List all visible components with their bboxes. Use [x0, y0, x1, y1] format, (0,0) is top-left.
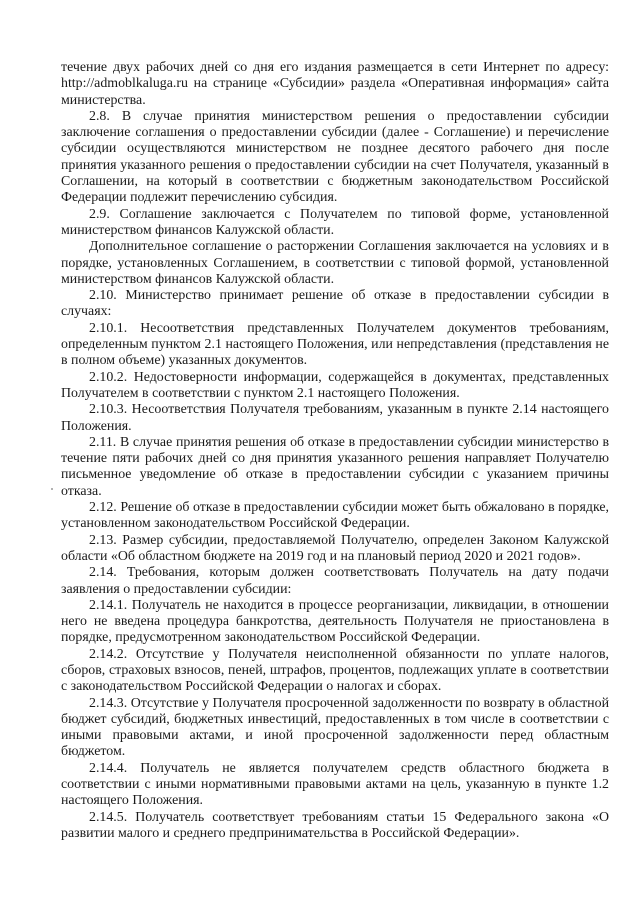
paragraph-2-14-2: 2.14.2. Отсутствие у Получателя неисполненной обязанности по уплате налогов, сборов, страховых взносов, пеней, штрафов, процентов, подлежащих уплате в соответствии с законодательством Российской Федерации о налогах и сборах. — [61, 646, 609, 695]
paragraph-2-10: 2.10. Министерство принимает решение об отказе в предоставлении субсидии в случаях: — [61, 288, 609, 320]
paragraph-2-8: 2.8. В случае принятия министерством решения о предоставлении субсидии заключение соглашения о предоставлении субсидии (далее - Соглашение) и перечисление субсидии осуществляются министерством не позднее десятого рабочего дня после принятия указанного решения о предоставлении субсидии на счет Получателя, указанный в Соглашении, на который в соответствии с бюджетным законодательством Российской Федерации подлежит перечислению субсидия. — [61, 108, 609, 206]
paragraph-2-14-4: 2.14.4. Получатель не является получателем средств областного бюджета в соответствии с иными нормативными правовыми актами на цель, указанную в пункте 1.2 настоящего Положения. — [61, 760, 609, 809]
paragraph-2-11: 2.11. В случае принятия решения об отказе в предоставлении субсидии министерство в течение пяти рабочих дней со дня принятия указанного решения направляет Получателю письменное уведомление об отказе в предоставлении субсидии с указанием причины отказа. — [61, 434, 609, 499]
paragraph-2-14: 2.14. Требования, которым должен соответствовать Получатель на дату подачи заявления о предоставлении субсидии: — [61, 565, 609, 597]
paragraph-2-12: 2.12. Решение об отказе в предоставлении субсидии может быть обжаловано в порядке, установленном законодательством Российской Федерации. — [61, 500, 609, 532]
paragraph-2-14-1: 2.14.1. Получатель не находится в процессе реорганизации, ликвидации, в отношении него не введена процедура банкротства, деятельность Получателя не приостановлена в порядке, предусмотренном законодательством Российской Федерации. — [61, 597, 609, 646]
paragraph-continuation: течение двух рабочих дней со дня его издания размещается в сети Интернет по адресу: http://admoblkaluga.ru на странице «Субсидии» раздела «Оперативная информация» сайта министерства. — [61, 60, 609, 108]
scan-speck — [51, 488, 53, 490]
paragraph-2-10-2: 2.10.2. Недостоверности информации, содержащейся в документах, представленных Получателем в соответствии с пунктом 2.1 настоящего Положения. — [61, 369, 609, 401]
paragraph-2-13: 2.13. Размер субсидии, предоставляемой Получателю, определен Законом Калужской области «Об областном бюджете на 2019 год и на плановый период 2020 и 2021 годов». — [61, 532, 609, 564]
paragraph-2-10-1: 2.10.1. Несоответствия представленных Получателем документов требованиям, определенным пунктом 2.1 настоящего Положения, или непредставления (представления не в полном объеме) указанных документов. — [61, 320, 609, 369]
document-body — [61, 60, 609, 842]
paragraph-2-10-3: 2.10.3. Несоответствия Получателя требованиям, указанным в пункте 2.14 настоящего Положения. — [61, 402, 609, 434]
paragraph-additional-agreement: Дополнительное соглашение о расторжении Соглашения заключается на условиях и в порядке, установленных Соглашением, в соответствии с типовой формой, установленной министерством финансов Калужской области. — [61, 239, 609, 287]
paragraph-2-9: 2.9. Соглашение заключается с Получателем по типовой форме, установленной министерством финансов Калужской области. — [61, 206, 609, 238]
paragraph-2-14-5: 2.14.5. Получатель соответствует требованиям статьи 15 Федерального закона «О развитии малого и среднего предпринимательства в Российской Федерации». — [61, 809, 609, 841]
paragraph-2-14-3: 2.14.3. Отсутствие у Получателя просроченной задолженности по возврату в областной бюджет субсидий, бюджетных инвестиций, предоставленных в том числе в соответствии с иными правовыми актами, и иной просроченной задолженности перед областным бюджетом. — [61, 695, 609, 760]
